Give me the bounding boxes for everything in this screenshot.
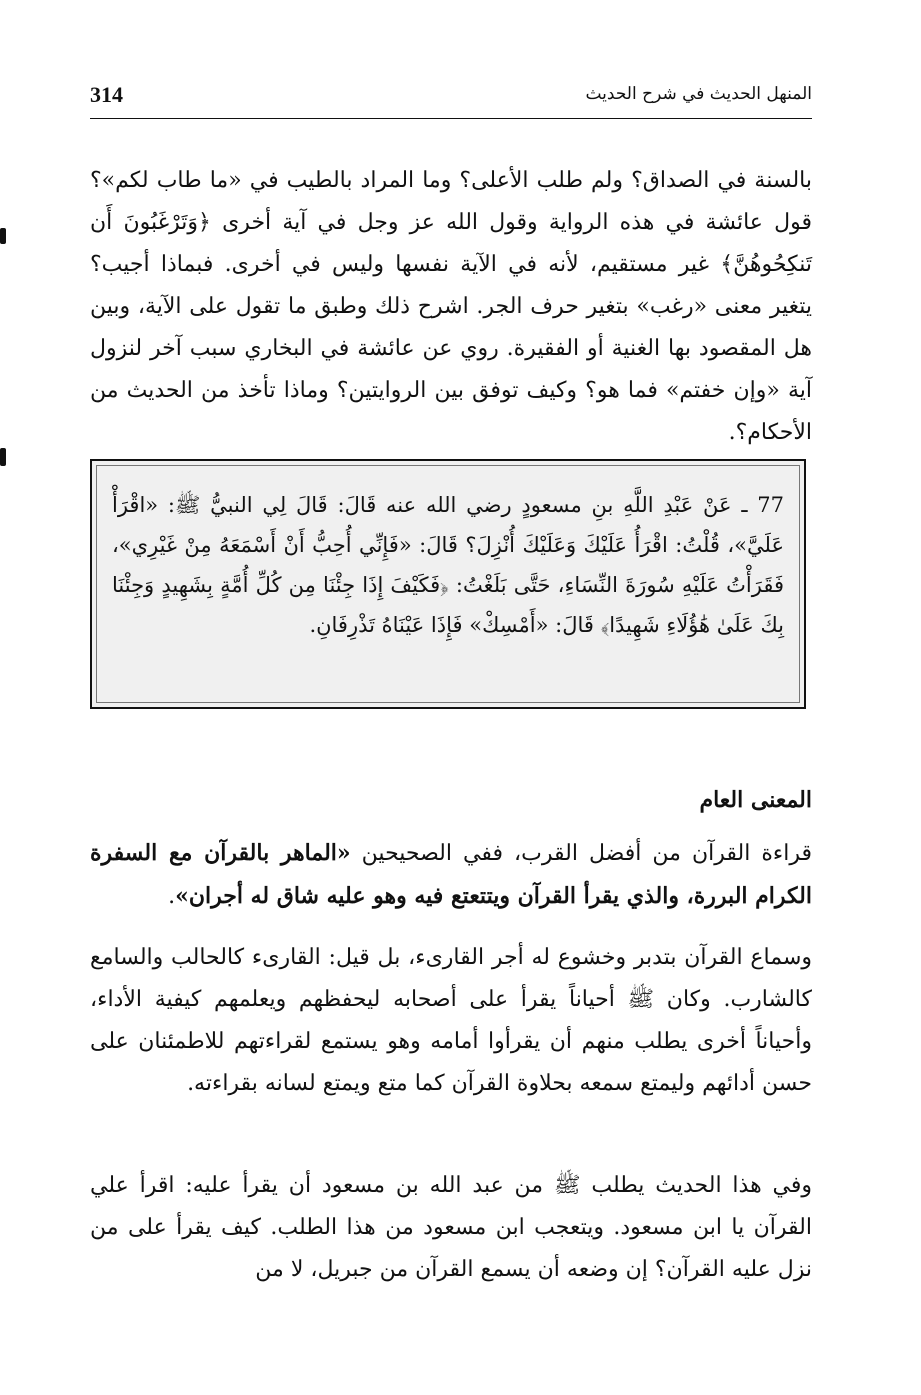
section-heading: المعنى العام <box>699 787 812 813</box>
running-header <box>90 78 812 119</box>
general-meaning-paragraph-1 <box>90 832 812 918</box>
hadith-text: 77 ـ عَنْ عَبْدِ اللَّهِ بنِ مسعودٍ رضي الله عنه قَالَ: قَالَ لِي النبيُّ ﷺ: «اقْرَأْ عَلَيَّ»، قُلْتُ: اقْرَأُ عَلَيْكَ وَعَلَيْكَ أُنْزِلَ؟ قَالَ: «فَإِنِّي أُحِبُّ أَنْ أَسْمَعَهُ مِنْ غَيْرِي»، فَقَرَأْتُ عَلَيْهِ سُورَةَ النِّسَاءِ، حَتَّى بَلَغْتُ: ﴿فَكَيْفَ إِذَا جِئْنَا مِن كُلِّ أُمَّةٍ بِشَهِيدٍ وَجِئْنَا بِكَ عَلَىٰ هَٰؤُلَاءِ شَهِيدًا﴾ قَالَ: «أَمْسِكْ» فَإِذَا عَيْنَاهُ تَذْرِفَانِ. <box>112 493 784 637</box>
general-meaning-paragraph-3: وفي هذا الحديث يطلب ﷺ من عبد الله بن مسعود أن يقرأ عليه: اقرأ علي القرآن يا ابن مسعود. ويتعجب ابن مسعود من هذا الطلب. كيف يقرأ على من نزل عليه القرآن؟ إن وضعه أن يسمع القرآن من جبريل، لا من <box>90 1173 812 1282</box>
para1-tail: . <box>168 884 176 909</box>
scan-margin-mark <box>0 228 6 244</box>
para1-lead: قراءة القرآن من أفضل القرب، ففي الصحيحين <box>350 841 812 866</box>
page-number: 314 <box>90 82 123 107</box>
general-meaning-paragraph-2: وسماع القرآن بتدبر وخشوع له أجر القارىء، بل قيل: القارىء كالحالب والسامع كالشارب. وكان ﷺ أحياناً يقرأ على أصحابه ليحفظهم ويعلمهم كيفية الأداء، وأحياناً أخرى يطلب منهم أن يقرأوا أمامه وهو يستمع لقراءتهم للاطمئنان على حسن أدائهم وليمتع سمعه بحلاوة القرآن كما متع ويمتع لسانه بقراءته. <box>90 945 812 1096</box>
questions-paragraph: بالسنة في الصداق؟ ولم طلب الأعلى؟ وما المراد بالطيب في «ما طاب لكم»؟ قول عائشة في هذه الرواية وقول الله عز وجل في آية أخرى ﴿وَتَرْغَبُونَ أَن تَنكِحُوهُنَّ﴾ غير مستقيم، لأنه في الآية نفسها وليس في أخرى. فبماذا أجيب؟ يتغير معنى «رغب» بتغير حرف الجر. اشرح ذلك وطبق ما تقول على الآية، وبين هل المقصود بها الغنية أو الفقيرة. روي عن عائشة في البخاري سبب آخر لنزول آية «وإن خفتم» فما هو؟ وكيف توفق بين الروايتين؟ وماذا تأخذ من الحديث من الأحكام؟. <box>90 168 812 445</box>
book-title: المنهل الحديث في شرح الحديث <box>585 84 812 104</box>
hadith-box <box>90 459 806 709</box>
scan-margin-mark <box>0 448 6 466</box>
para1-bold-quote: «الماهر بالقرآن مع السفرة الكرام البررة، والذي يقرأ القرآن ويتتعتع فيه وهو عليه شاق له أجران» <box>90 840 812 909</box>
